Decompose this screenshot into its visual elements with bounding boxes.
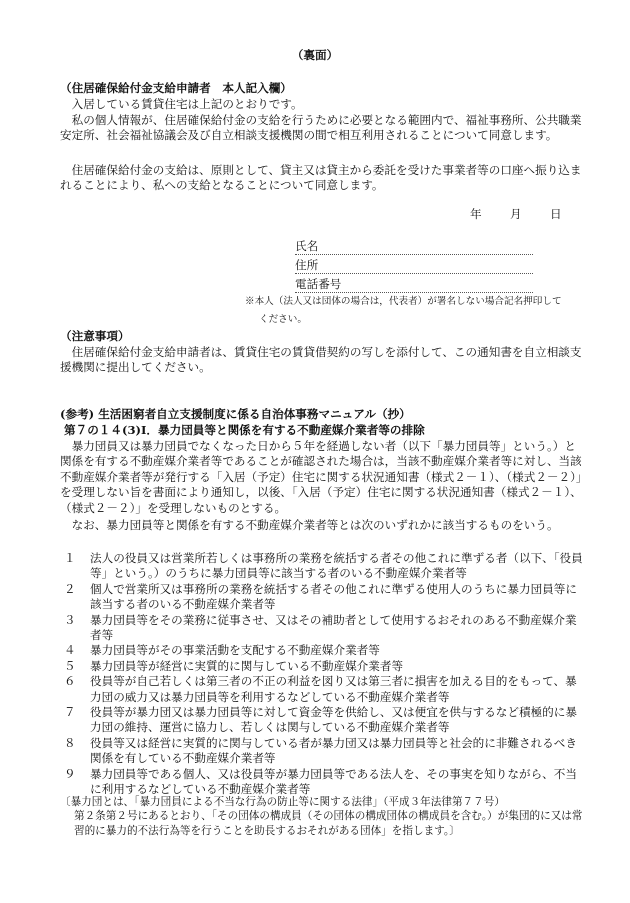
list-item-text: 暴力団員等をその業務に従事させ、又はその補助者として使用するおそれのある不動産媒介業者等	[90, 612, 577, 643]
signature-note-line-1: ※本人（法人又は団体の場合は，代表者）が署名しない場合記名押印して	[245, 296, 562, 307]
list-item-text: 役員等が暴力団又は暴力団員等に対して資金等を供給し、又は便宜を供与するなど積極的に暴力団の維持、運営に協力し、若しくは関与している不動産媒介業者等	[90, 705, 577, 735]
footnote-continuation: 第２条第２号にあるとおり、「その団体の構成員（その団体の構成団体の構成員を含む。）が集団的に又は常習的に暴力的不法行為等を行うことを助長するおそれがある団体」を指します。〕	[74, 810, 583, 837]
applicant-paragraph-2: 私の個人情報が、住居確保給付金の支給を行うために必要となる範囲内で、福祉事務所、公共職業安定所、社会福祉協議会及び自立相談支援機関の間で相互利用されることについて同意します。	[60, 113, 582, 143]
list-item-text: 役員等又は経営に実質的に関与している者が暴力団又は暴力団員等と社会的に非難されるべき関係を有している不動産媒介業者等	[90, 735, 577, 766]
list-item-number: ２	[64, 581, 76, 596]
signature-note-line-2: ください。	[259, 314, 307, 325]
caution-heading: （注意事項）	[60, 329, 130, 343]
name-field[interactable]	[295, 239, 533, 255]
list-item-number: １	[64, 551, 76, 565]
list-item-number: ３	[64, 612, 76, 627]
list-item	[60, 736, 586, 767]
reference-paragraph-2: なお、暴力団員等と関係を有する不動産媒介業者等とは次のいずれかに該当するものをいう。	[71, 518, 559, 532]
list-item-text: 暴力団員等である個人、又は役員等が暴力団員等である法人を、その事実を知りながら、不当に利用するなどしている不動産媒介業者等	[90, 766, 577, 797]
list-item-text: 法人の役員又は営業所若しくは事務所の業務を統括する者その他これに準ずる者（以下、「役員等」という。）のうちに暴力団員等に該当する者のいる不動産媒介業者等	[90, 551, 583, 581]
date-year-label: 年	[470, 207, 482, 221]
reference-subtitle: 第７の１４(3)Ⅰ．暴力団員等と関係を有する不動産媒介業者等の排除	[64, 423, 425, 437]
list-item-number: ６	[64, 674, 76, 689]
list-item-number: ４	[64, 643, 76, 658]
date-month-label: 月	[510, 207, 522, 221]
applicant-paragraph-3: 住居確保給付金の支給は、原則として、貸主又は貸主から委託を受けた事業者等の口座へ振り込まれることにより、私への支給となることについて同意します。	[60, 163, 582, 193]
phone-field[interactable]	[295, 277, 533, 293]
yakuza-definition-footnote	[60, 795, 588, 838]
list-item-number: ９	[64, 766, 76, 781]
page-side-label: （裏面）	[291, 48, 339, 62]
list-item-number: ７	[64, 705, 76, 720]
address-field-label: 住所	[295, 258, 319, 272]
caution-text: 住居確保給付金支給申請者は、賃貸住宅の賃貸借契約の写しを添付して、この通知書を自立相談支援機関に提出してください。	[60, 345, 582, 375]
list-item-text: 役員等が自己若しくは第三者の不正の利益を図り又は第三者に損害を加える目的をもって、暴力団の威力又は暴力団員等を利用するなどしている不動産媒介業者等	[90, 674, 577, 704]
name-field-label: 氏名	[295, 239, 319, 253]
date-day-label: 日	[550, 207, 562, 221]
list-item	[60, 582, 586, 613]
reference-paragraph-1: 暴力団員又は暴力団員でなくなった日から５年を経過しない者（以下「暴力団員等」という。）と関係を有する不動産媒介業者等であることが確認された場合は，当該不動産媒介業者等に対し、当該不動産媒介業者等が発行する「入居（予定）住宅に関する状況通知書（様式２－１）、（様式２－２）」を受理しない旨を書面により通知し，以後、「入居（予定）住宅に関する状況通知書（様式２－１）、（様式２－２）」を受理しないものとする。	[60, 439, 582, 515]
list-item	[60, 767, 586, 798]
applicant-section-heading: （住居確保給付金支給申請者 本人記入欄）	[60, 81, 292, 95]
footnote-first-line: 〔暴力団とは、「暴力団員による不当な行為の防止等に関する法律」（平成３年法律第７７号）	[60, 796, 505, 808]
date-line	[470, 207, 590, 222]
reference-title: (参考) 生活困窮者自立支援制度に係る自治体事務マニュアル（抄）	[60, 407, 411, 421]
list-item	[60, 551, 586, 582]
list-item	[60, 659, 586, 674]
list-item	[60, 613, 586, 644]
list-item-number: ８	[64, 735, 76, 750]
list-item-text: 個人で営業所又は事務所の業務を統括する者その他これに準ずる使用人のうちに暴力団員等に該当する者のいる不動産媒介業者等	[90, 581, 577, 612]
list-item-text: 暴力団員等がその事業活動を支配する不動産媒介業者等	[90, 643, 380, 658]
phone-field-label: 電話番号	[295, 277, 342, 291]
exclusion-criteria-list	[60, 551, 586, 798]
address-field[interactable]	[295, 258, 533, 274]
signature-note	[245, 293, 585, 329]
applicant-paragraph-1: 入居している賃貸住宅は上記のとおりです。	[71, 97, 303, 111]
list-item	[60, 674, 586, 705]
list-item	[60, 705, 586, 736]
list-item-number: ５	[64, 658, 76, 673]
list-item-text: 暴力団員等が経営に実質的に関与している不動産媒介業者等	[90, 658, 404, 673]
list-item	[60, 643, 586, 658]
